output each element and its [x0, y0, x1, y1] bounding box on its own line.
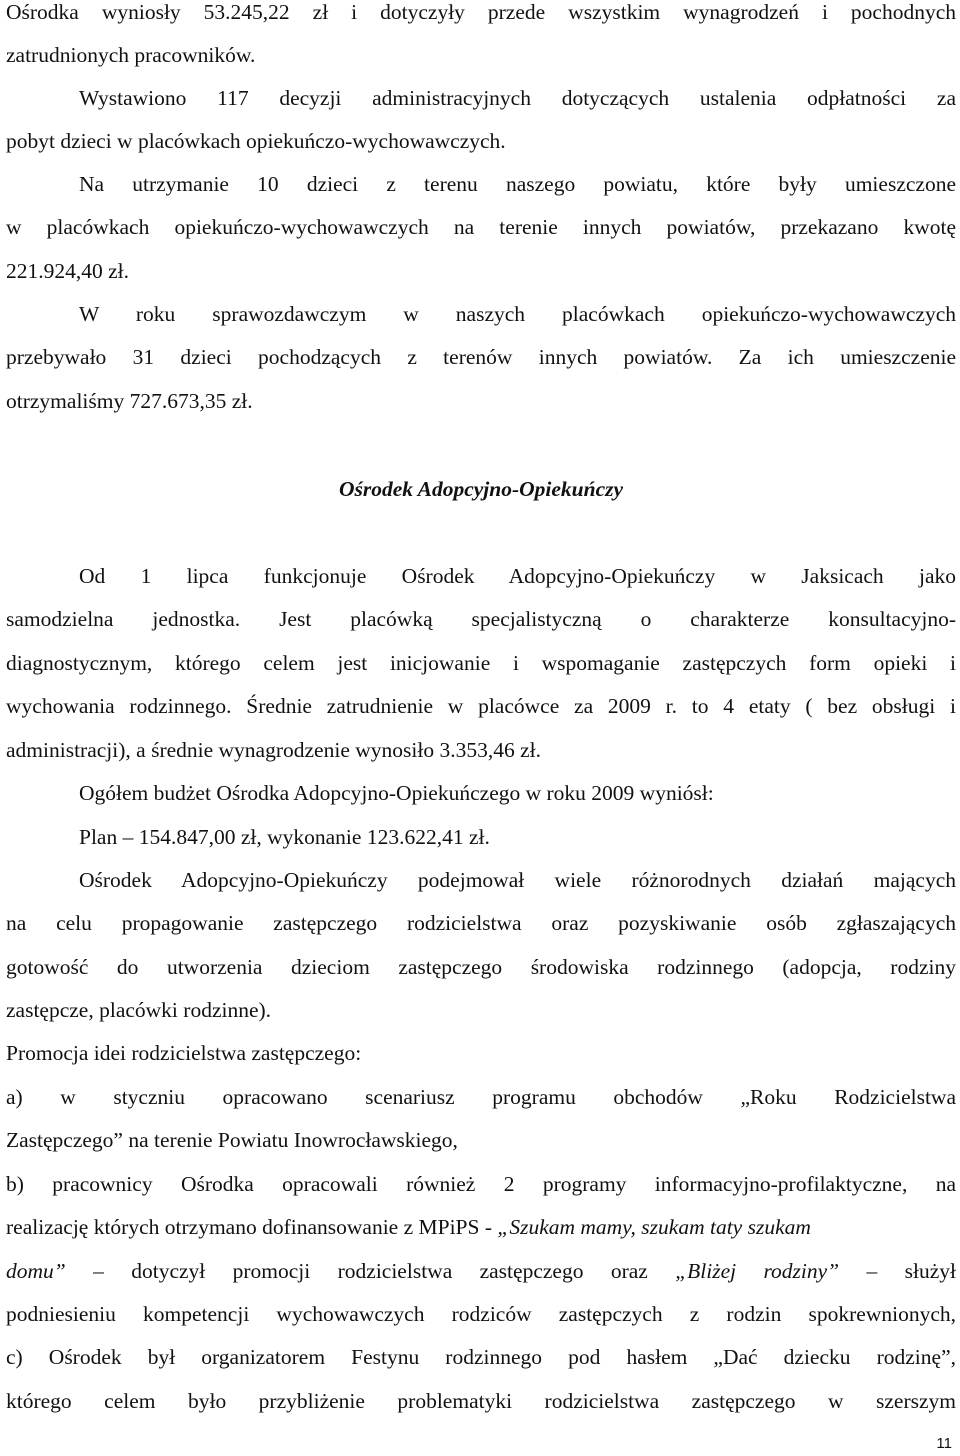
text-line: otrzymaliśmy 727.673,35 zł. [6, 389, 253, 413]
text-line: Wystawiono 117 decyzji administracyjnych dotyczących ustalenia odpłatności za [79, 86, 956, 110]
text-line: 221.924,40 zł. [6, 259, 130, 283]
text-run: – dotyczył promocji rodzicielstwa zastępczego oraz [65, 1259, 676, 1283]
text-line: gotowość do utworzenia dzieciom zastępczego środowiska rodzinnego (adopcja, rodziny [6, 955, 956, 979]
text-run: realizację których otrzymano dofinansowanie z MPiPS - [6, 1215, 498, 1239]
text-line: administracji), a średnie wynagrodzenie wynosiło 3.353,46 zł. [6, 738, 541, 762]
text-line: samodzielna jednostka. Jest placówką specjalistyczną o charakterze konsultacyjno- [6, 607, 956, 631]
text-line: diagnostycznym, którego celem jest inicjowanie i wspomaganie zastępczych form opieki i [6, 651, 956, 675]
text-line: przebywało 31 dzieci pochodzących z terenów innych powiatów. Za ich umieszczenie [6, 345, 956, 369]
text-line: b) pracownicy Ośrodka opracowali również 2 programy informacyjno-profilaktyczne, na [6, 1172, 956, 1196]
text-line: wychowania rodzinnego. Średnie zatrudnienie w placówce za 2009 r. to 4 etaty ( bez obsługi i [6, 694, 956, 718]
text-line [6, 1256, 956, 1286]
text-line: Zastępczego” na terenie Powiatu Inowrocławskiego, [6, 1128, 458, 1152]
italic-program-title: „Bliżej rodziny” [675, 1259, 840, 1283]
section-heading: Ośrodek Adopcyjno-Opiekuńczy [338, 477, 624, 501]
text-line: zastępcze, placówki rodzinne). [6, 998, 272, 1022]
text-line [6, 1212, 956, 1242]
text-line: c) Ośrodek był organizatorem Festynu rodzinnego pod hasłem „Dać dziecku rodzinę”, [6, 1345, 956, 1369]
italic-program-title: „Szukam mamy, szukam taty szukam [497, 1215, 811, 1239]
text-line: zatrudnionych pracowników. [6, 43, 256, 67]
text-line: pobyt dzieci w placówkach opiekuńczo-wychowawczych. [6, 129, 506, 153]
text-line: na celu propagowanie zastępczego rodzicielstwa oraz pozyskiwanie osób zgłaszających [6, 911, 956, 935]
text-line: którego celem było przybliżenie problematyki rodzicielstwa zastępczego w szerszym [6, 1389, 956, 1413]
text-line: podniesieniu kompetencji wychowawczych rodziców zastępczych z rodzin spokrewnionych, [6, 1302, 956, 1326]
text-line: Na utrzymanie 10 dzieci z terenu naszego powiatu, które były umieszczone [79, 172, 956, 196]
italic-program-title: domu” [6, 1259, 66, 1283]
text-run: – służył [839, 1259, 956, 1283]
text-line: W roku sprawozdawczym w naszych placówkach opiekuńczo-wychowawczych [79, 302, 956, 326]
text-line: w placówkach opiekuńczo-wychowawczych na terenie innych powiatów, przekazano kwotę [6, 215, 956, 239]
text-line: Ogółem budżet Ośrodka Adopcyjno-Opiekuńczego w roku 2009 wyniósł: [79, 781, 714, 805]
text-line: Plan – 154.847,00 zł, wykonanie 123.622,41 zł. [79, 825, 490, 849]
text-line: Ośrodek Adopcyjno-Opiekuńczy podejmował wiele różnorodnych działań mających [79, 868, 956, 892]
text-line: Promocja idei rodzicielstwa zastępczego: [6, 1041, 362, 1065]
text-line: a) w styczniu opracowano scenariusz programu obchodów „Roku Rodzicielstwa [6, 1085, 956, 1109]
text-line: Od 1 lipca funkcjonuje Ośrodek Adopcyjno-Opiekuńczy w Jaksicach jako [79, 564, 956, 588]
page-number: 11 [936, 1435, 952, 1452]
text-line: Ośrodka wyniosły 53.245,22 zł i dotyczyły przede wszystkim wynagrodzeń i pochodnych [6, 0, 956, 24]
